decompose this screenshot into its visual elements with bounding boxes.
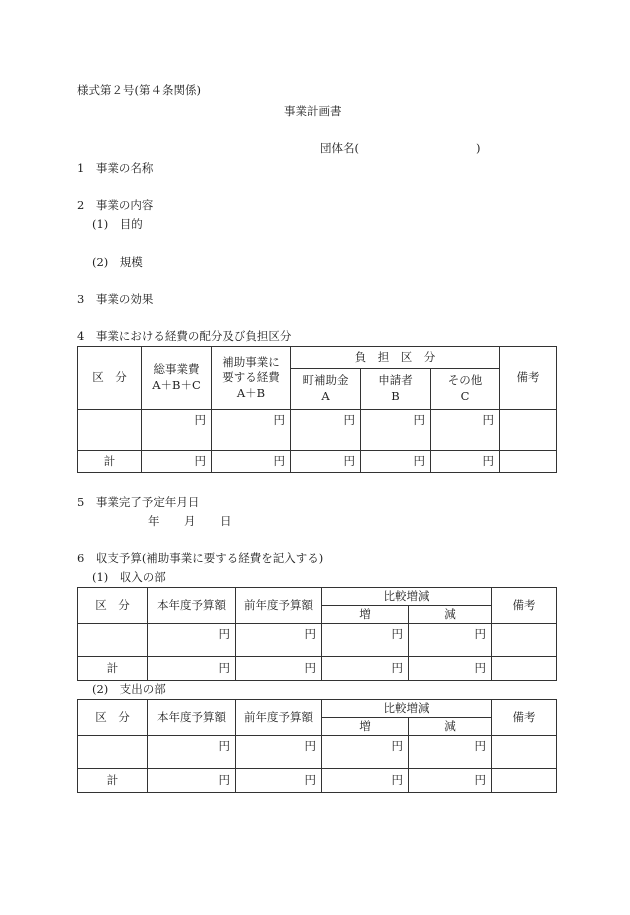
yen-cell: 円 [322,769,409,793]
header-kubun: 区 分 [78,588,148,624]
header-subsidy-formula: A＋B [236,385,266,400]
yen-cell: 円 [431,410,500,451]
section-2-heading: 2 事業の内容 [77,198,154,212]
yen-cell: 円 [148,736,236,769]
remarks-cell [500,410,557,451]
total-label: 計 [78,769,148,793]
remarks-cell [492,769,557,793]
date-month: 月 [184,514,196,528]
other-code: C [460,389,470,403]
row-label-cell [78,410,142,451]
other-label: その他 [447,373,483,388]
header-applicant [361,369,431,410]
section-6-2-heading: (2) 支出の部 [92,682,166,696]
yen-cell: 円 [142,410,212,451]
yen-cell: 円 [148,624,236,657]
yen-cell: 円 [322,736,409,769]
header-subsidy-line2: 要する経費 [222,370,280,385]
header-decrease: 減 [409,606,492,624]
table-total-row [78,451,557,473]
header-subsidy-line1: 補助事業に [222,354,280,369]
section-5-heading: 5 事業完了予定年月日 [77,495,200,509]
yen-cell: 円 [409,736,492,769]
town-subsidy-code: A [321,389,330,403]
header-remarks: 備考 [492,588,557,624]
section-3-heading: 3 事業の効果 [77,292,154,306]
header-kubun: 区 分 [78,347,142,410]
header-comparison: 比較増減 [322,588,492,606]
yen-cell: 円 [236,736,322,769]
header-increase: 増 [322,606,409,624]
table-header-row [78,588,557,606]
yen-cell: 円 [409,769,492,793]
yen-cell: 円 [142,451,212,473]
yen-cell: 円 [322,657,409,681]
section-6-1-heading: (1) 収入の部 [92,570,166,584]
row-label-cell [78,624,148,657]
table-row [78,410,557,451]
income-budget-table [77,587,557,681]
yen-cell: 円 [236,769,322,793]
header-last-year-budget: 前年度予算額 [236,700,322,736]
header-remarks: 備考 [492,700,557,736]
section-1-heading: 1 事業の名称 [77,161,154,175]
header-comparison: 比較増減 [322,700,492,718]
remarks-cell [492,657,557,681]
total-label: 計 [78,657,148,681]
remarks-cell [492,624,557,657]
header-remarks: 備考 [500,347,557,410]
section-2-1-heading: (1) 目的 [92,217,143,231]
date-year: 年 [148,514,160,528]
town-subsidy-label: 町補助金 [302,373,349,388]
yen-cell: 円 [322,624,409,657]
header-this-year-budget: 本年度予算額 [148,700,236,736]
header-increase: 増 [322,718,409,736]
header-subsidy-cost [212,347,291,410]
yen-cell: 円 [236,624,322,657]
header-decrease: 減 [409,718,492,736]
yen-cell: 円 [409,624,492,657]
header-town-subsidy [291,369,361,410]
table-total-row [78,657,557,681]
document-title: 事業計画書 [284,104,342,118]
applicant-label: 申請者 [378,373,413,388]
yen-cell: 円 [291,410,361,451]
table-row [78,736,557,769]
section-6-heading: 6 収支予算(補助事業に要する経費を記入する) [77,551,324,565]
table-header-row [78,347,557,369]
yen-cell: 円 [361,451,431,473]
table-total-row [78,769,557,793]
organization-label: 団体名( [320,141,359,155]
header-last-year-budget: 前年度予算額 [236,588,322,624]
form-number: 様式第２号(第４条関係) [77,83,201,97]
header-kubun: 区 分 [78,700,148,736]
yen-cell: 円 [431,451,500,473]
header-total-label: 総事業費 [153,362,200,377]
applicant-code: B [391,389,400,403]
yen-cell: 円 [148,769,236,793]
expense-allocation-table [77,346,557,473]
remarks-cell [492,736,557,769]
yen-cell: 円 [148,657,236,681]
yen-cell: 円 [409,657,492,681]
yen-cell: 円 [361,410,431,451]
table-header-row [78,700,557,718]
section-2-2-heading: (2) 規模 [92,255,143,269]
organization-close-paren: ) [476,141,481,155]
expenditure-budget-table [77,699,557,793]
date-day: 日 [220,514,232,528]
section-4-heading: 4 事業における経費の配分及び負担区分 [77,329,292,343]
yen-cell: 円 [212,410,291,451]
yen-cell: 円 [291,451,361,473]
header-total-cost [142,347,212,410]
total-label: 計 [78,451,142,473]
table-row [78,624,557,657]
row-label-cell [78,736,148,769]
yen-cell: 円 [236,657,322,681]
remarks-cell [500,451,557,473]
yen-cell: 円 [212,451,291,473]
header-burden-division: 負 担 区 分 [291,347,500,369]
header-total-formula: A＋B＋C [152,378,201,392]
header-this-year-budget: 本年度予算額 [148,588,236,624]
header-other [431,369,500,410]
